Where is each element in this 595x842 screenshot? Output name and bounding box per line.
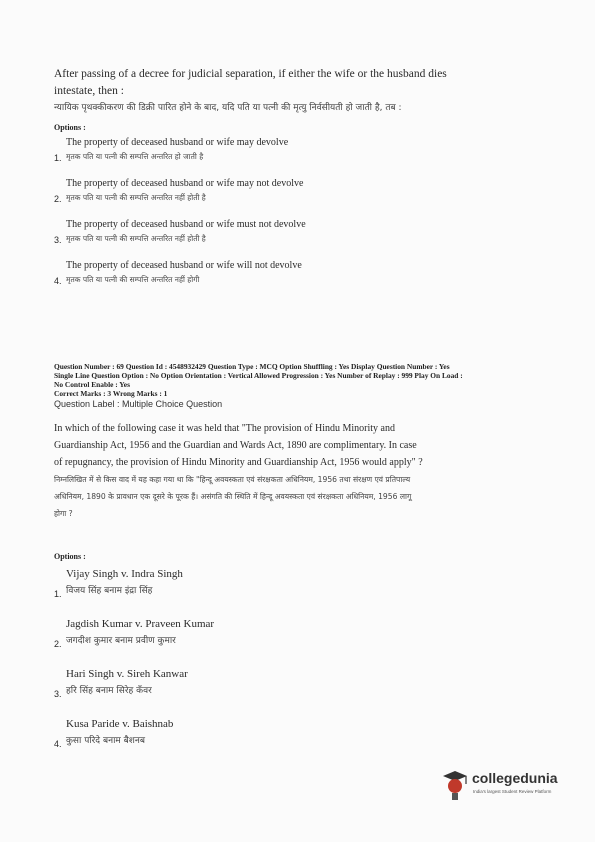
marks-line: Correct Marks : 3 Wrong Marks : 1 (54, 389, 168, 398)
option-text-hi: मृतक पति या पत्नी की सम्पत्ति अन्तरित नहीं होती है (66, 234, 206, 243)
option-number: 2. (54, 194, 62, 204)
option-4[interactable] (54, 259, 484, 286)
option-3[interactable] (54, 665, 354, 699)
option-number: 1. (54, 589, 62, 599)
logo-tagline: India's largest Student Review Platform (473, 789, 552, 794)
question-text-en: After passing of a decree for judicial separation, if either the wife or the husband dies intestate, then : (54, 68, 447, 97)
option-1[interactable] (54, 136, 484, 163)
option-text-en: The property of deceased husband or wife may not devolve (66, 178, 304, 189)
option-text-en: The property of deceased husband or wife may devolve (66, 137, 289, 148)
option-2[interactable] (54, 615, 354, 649)
option-text-en: Kusa Paride v. Baishnab (66, 718, 174, 730)
option-text-hi: हरि सिंह बनाम सिरेह कँवर (66, 686, 152, 696)
question-text-hi: न्यायिक पृथक्कीकरण की डिक्री पारित होने के बाद, यदि पति या पत्नी की मृत्यु निर्वसीयती हो जाती है, तब : (54, 103, 402, 113)
option-text-en: The property of deceased husband or wife must not devolve (66, 219, 306, 230)
option-1[interactable] (54, 565, 354, 599)
option-number: 4. (54, 276, 62, 286)
question-metadata (54, 362, 544, 410)
option-text-en: The property of deceased husband or wife will not devolve (66, 260, 302, 271)
options-block (54, 546, 354, 765)
option-text-en: Jagdish Kumar v. Praveen Kumar (66, 618, 215, 630)
question-label: Question Label : Multiple Choice Question (54, 399, 223, 409)
option-text-hi: जगदीश कुमार बनाम प्रवीण कुमार (66, 636, 176, 646)
option-number: 4. (54, 739, 62, 749)
meta-line: Single Line Question Option : No Option Orientation : Vertical Allowed Progression : Yes Number of Replay : 999 Play On Load : (54, 371, 463, 380)
logo-name: collegedunia (472, 770, 558, 786)
option-number: 2. (54, 639, 62, 649)
options-heading: Options : (54, 552, 86, 561)
option-3[interactable] (54, 218, 484, 245)
option-text-hi: कुसा परिदे बनाम बैशनब (66, 736, 146, 746)
option-number: 3. (54, 235, 62, 245)
option-4[interactable] (54, 715, 354, 749)
options-heading: Options : (54, 123, 86, 132)
option-number: 3. (54, 689, 62, 699)
question-69 (54, 420, 424, 522)
option-text-hi: मृतक पति या पत्नी की सम्पत्ति अन्तरित नहीं होती है (66, 193, 206, 202)
option-text-hi: मृतक पति या पत्नी की सम्पत्ति अन्तरित नहीं होगी (66, 275, 200, 284)
question-text-en: In which of the following case it was held that "The provision of Hindu Minority and Guardianship Act, 1956 and the Guardian and Wards Act, 1890 are complimentary. In case of repugnancy, the provision of Hindu Minority and Guardianship Act, 1956 would apply" ? (54, 423, 423, 468)
option-text-hi: विजय सिंह बनाम इंद्रा सिंह (66, 586, 153, 596)
option-text-hi: मृतक पति या पत्नी की सम्पत्ति अन्तरित हो जाती है (66, 152, 204, 161)
option-number: 1. (54, 153, 62, 163)
meta-line: No Control Enable : Yes (54, 380, 130, 389)
option-2[interactable] (54, 177, 484, 204)
option-text-en: Hari Singh v. Sireh Kanwar (66, 668, 188, 680)
collegedunia-logo (440, 766, 560, 806)
question-text-hi: निम्नलिखित में से किस वाद में यह कहा गया था कि "हिन्दू अवयस्कता एवं संरक्षकता अधिनियम, 1956 तथा संरक्षण एवं प्रतिपाल्य अधिनियम, 1890 के प्रावधान एक दूसरे के पूरक हैं। असंगति की स्थिति में हिन्दू अवयस्कता एवं संरक्षकता अधिनियम, 1956 लागू होगा ? (54, 475, 412, 518)
question-68 (54, 66, 484, 300)
option-text-en: Vijay Singh v. Indra Singh (66, 568, 183, 580)
meta-line: Question Number : 69 Question Id : 4548932429 Question Type : MCQ Option Shuffling : Yes Display Question Number : Yes (54, 362, 450, 371)
graduate-cap-icon (440, 766, 470, 802)
